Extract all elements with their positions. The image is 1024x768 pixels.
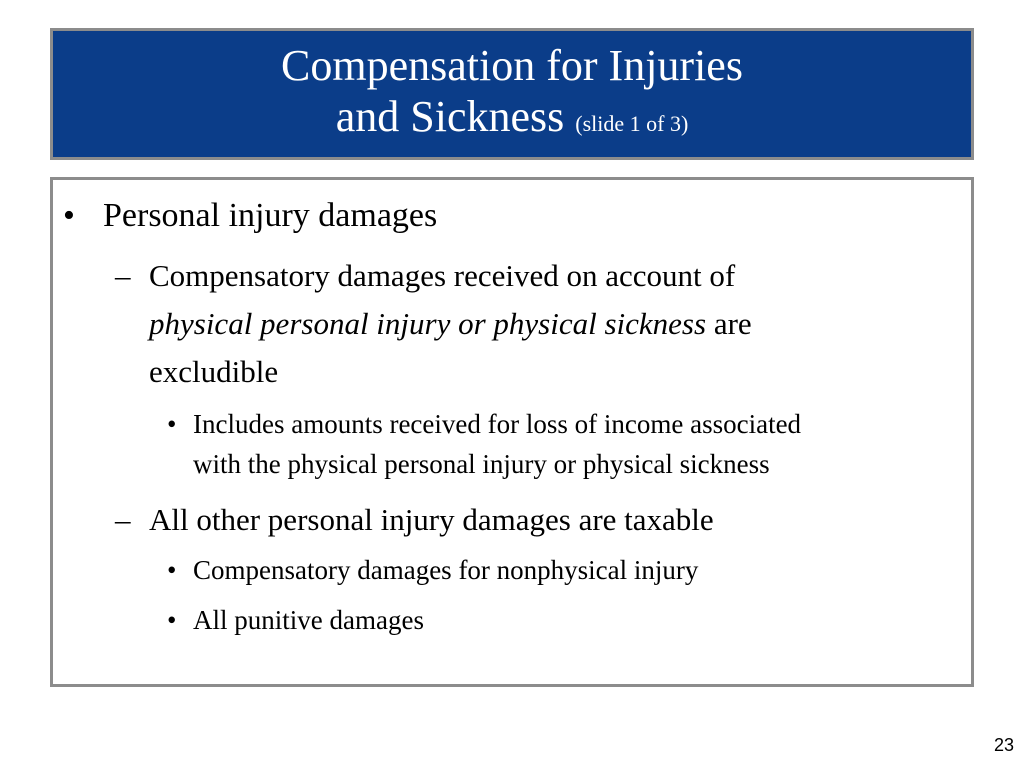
sub-bullet-text: All other personal injury damages are taxable: [149, 502, 714, 537]
sub-bullet-text-after-italic: are: [706, 306, 752, 341]
dash-marker: –: [115, 502, 131, 537]
bullet-text: Personal injury damages: [103, 197, 438, 234]
nested-bullet-marker: •: [167, 555, 177, 585]
slide-title-box: [50, 28, 974, 160]
sub-bullet-text-line-1: Compensatory damages received on account of: [149, 258, 736, 293]
nested-bullet-text: All punitive damages: [193, 605, 424, 635]
nested-bullet-marker: •: [167, 605, 177, 635]
nested-bullet-text-line-2: with the physical personal injury or physical sickness: [193, 449, 770, 479]
slide-title-line-2: and Sickness: [335, 92, 565, 141]
sub-bullet-italic-text: physical personal injury or physical sickness: [149, 306, 707, 341]
sub-bullet-text-line-3: excludible: [149, 354, 279, 389]
nested-bullet-text: Compensatory damages for nonphysical injury: [193, 555, 699, 585]
slide-title-note: (slide 1 of 3): [575, 111, 689, 136]
bullet-marker: •: [63, 197, 75, 234]
dash-marker: –: [115, 258, 131, 293]
nested-bullet-text-line-1: Includes amounts received for loss of income associated: [193, 409, 802, 439]
nested-bullet-marker: •: [167, 409, 177, 439]
slide-title-line-1: Compensation for Injuries: [281, 41, 743, 90]
slide-title-line-2-wrapper: [53, 89, 971, 152]
sub-bullet-text-line-2-wrapper: [149, 300, 752, 348]
page-number: 23: [993, 735, 1014, 755]
slide-content-box: [50, 177, 974, 687]
